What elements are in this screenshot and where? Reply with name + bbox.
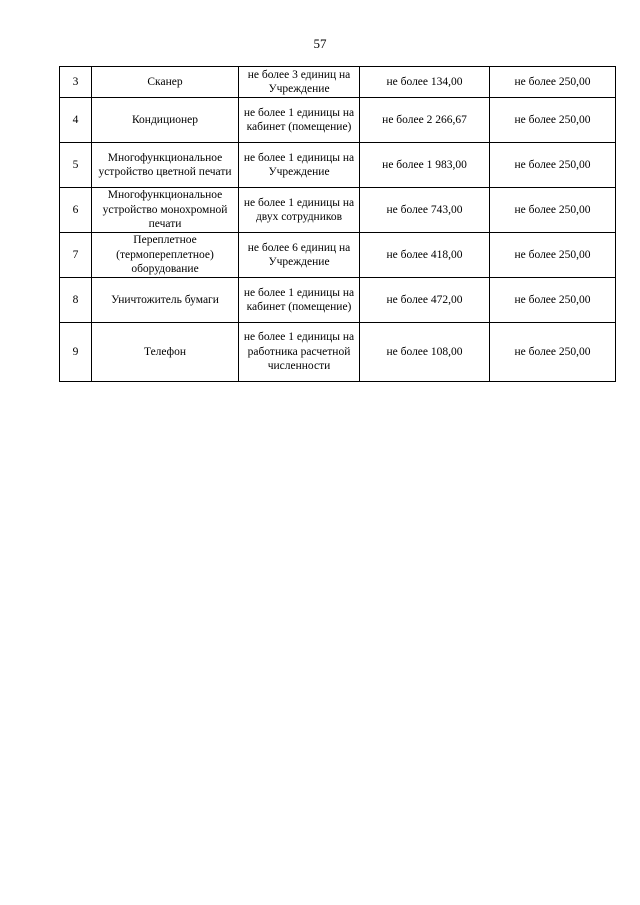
row-number-cell: 6 bbox=[60, 188, 92, 233]
max-price-cell: не более 418,00 bbox=[360, 233, 490, 278]
row-number-cell: 5 bbox=[60, 143, 92, 188]
limit-cell: не более 250,00 bbox=[490, 143, 616, 188]
item-name-cell: Кондиционер bbox=[92, 98, 239, 143]
max-price-cell: не более 2 266,67 bbox=[360, 98, 490, 143]
limit-cell: не более 250,00 bbox=[490, 188, 616, 233]
row-number-cell: 7 bbox=[60, 233, 92, 278]
row-number-cell: 4 bbox=[60, 98, 92, 143]
quantity-cell: не более 1 единицы на кабинет (помещение) bbox=[239, 278, 360, 323]
max-price-cell: не более 743,00 bbox=[360, 188, 490, 233]
item-name-cell: Уничтожитель бумаги bbox=[92, 278, 239, 323]
table-row bbox=[60, 98, 616, 143]
limit-cell: не более 250,00 bbox=[490, 278, 616, 323]
limit-cell: не более 250,00 bbox=[490, 67, 616, 98]
item-name-cell: Многофункциональное устройство монохромной печати bbox=[92, 188, 239, 233]
limit-cell: не более 250,00 bbox=[490, 98, 616, 143]
quantity-cell: не более 1 единицы на двух сотрудников bbox=[239, 188, 360, 233]
quantity-cell: не более 3 единиц на Учреждение bbox=[239, 67, 360, 98]
equipment-table bbox=[59, 66, 616, 382]
table-row bbox=[60, 143, 616, 188]
max-price-cell: не более 134,00 bbox=[360, 67, 490, 98]
item-name-cell: Многофункциональное устройство цветной печати bbox=[92, 143, 239, 188]
row-number-cell: 9 bbox=[60, 323, 92, 382]
page-number: 57 bbox=[313, 36, 327, 51]
item-name-cell: Переплетное (термопереплетное) оборудование bbox=[92, 233, 239, 278]
quantity-cell: не более 1 единицы на Учреждение bbox=[239, 143, 360, 188]
max-price-cell: не более 1 983,00 bbox=[360, 143, 490, 188]
item-name-cell: Телефон bbox=[92, 323, 239, 382]
table-row bbox=[60, 278, 616, 323]
row-number-cell: 8 bbox=[60, 278, 92, 323]
max-price-cell: не более 472,00 bbox=[360, 278, 490, 323]
table-row bbox=[60, 233, 616, 278]
quantity-cell: не более 1 единицы на работника расчетной численности bbox=[239, 323, 360, 382]
max-price-cell: не более 108,00 bbox=[360, 323, 490, 382]
quantity-cell: не более 6 единиц на Учреждение bbox=[239, 233, 360, 278]
row-number-cell: 3 bbox=[60, 67, 92, 98]
limit-cell: не более 250,00 bbox=[490, 233, 616, 278]
table-row bbox=[60, 323, 616, 382]
quantity-cell: не более 1 единицы на кабинет (помещение) bbox=[239, 98, 360, 143]
table-row bbox=[60, 188, 616, 233]
item-name-cell: Сканер bbox=[92, 67, 239, 98]
table-row bbox=[60, 67, 616, 98]
limit-cell: не более 250,00 bbox=[490, 323, 616, 382]
